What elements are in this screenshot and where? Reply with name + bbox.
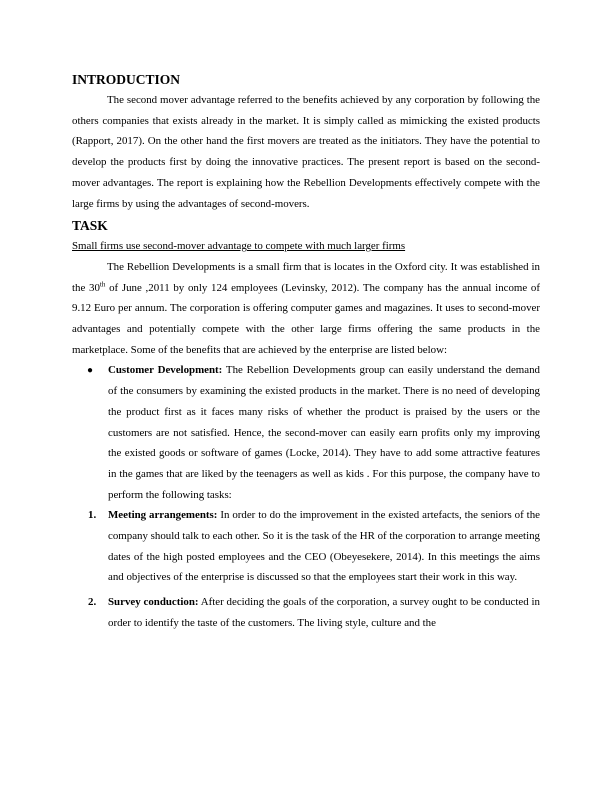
numbered-text: In order to do the improvement in the existed artefacts, the seniors of the company should talk to each other. So it is the task of the HR of the corporation to arrange meeting dates of the high posted employees and the CEO (Obeyesekere, 2014). In this meetings the aims and objectives of the enterprise is discussed so that the employees start their work in this way. [108, 509, 540, 584]
task-paragraph-start: The Rebellion Developments is a small firm that is locates in the Oxford city. It was established in the 30 [72, 260, 540, 294]
numbered-text: After deciding the goals of the corporation, a survey ought to be conducted in order to identify the taste of the customers. The living style, culture and the [108, 596, 540, 629]
bullet-lead: Customer Development: [108, 364, 223, 377]
numbered-lead: Survey conduction: [108, 596, 199, 609]
list-number: 2. [88, 596, 97, 609]
numbered-lead: Meeting arrangements: [108, 509, 218, 522]
numbered-item-meeting-arrangements [72, 505, 540, 588]
task-heading: TASK [72, 218, 108, 234]
task-paragraph [72, 257, 540, 361]
task-subheading: Small firms use second-mover advantage to compete with much larger firms [72, 240, 406, 253]
introduction-heading: INTRODUCTION [72, 72, 181, 87]
ordinal-superscript: th [99, 280, 106, 288]
list-number: 1. [88, 509, 97, 522]
bullet-text: The Rebellion Developments group can easily understand the demand of the consumers by examining the existed products in the market. There is no need of developing the product first as it faces many risks of whether the product is praised by the users or the customers are not satisfied. Hence, the second-mover can easily earn profits only my improving the existed goods or software of games (Locke, 2014). They have to add some attractive features in the games that are liked by the teenagers as well as kids . For this purpose, the company have to perform the following tasks: [108, 364, 540, 501]
numbered-item-survey-conduction [72, 592, 540, 633]
document-page [72, 70, 540, 634]
introduction-paragraph: The second mover advantage referred to the benefits achieved by any corporation by following the others companies that exists already in the market. It is simply called as mimicking the existed products (Rapport, 2017). On the other hand the first movers are treated as the initiators. They have the potential to develop the products first by doing the innovative practices. The present report is based on the second-mover advantages. The report is explaining how the Rebellion Developments effectively compete with the large firms by using the advantages of second-movers. [72, 94, 540, 210]
bullet-item-customer-development [72, 360, 540, 505]
task-paragraph-end: of June ,2011 by only 124 employees (Levinsky, 2012). The company has the annual income of 9.12 Euro per annum. The corporation is offering computer games and magazines. It uses to second-mover advantages and potentially compete with the other large firms offering the same products in the marketplace. Some of the benefits that are achieved by the enterprise are listed below: [72, 281, 541, 356]
bullet-icon: ● [87, 365, 94, 377]
